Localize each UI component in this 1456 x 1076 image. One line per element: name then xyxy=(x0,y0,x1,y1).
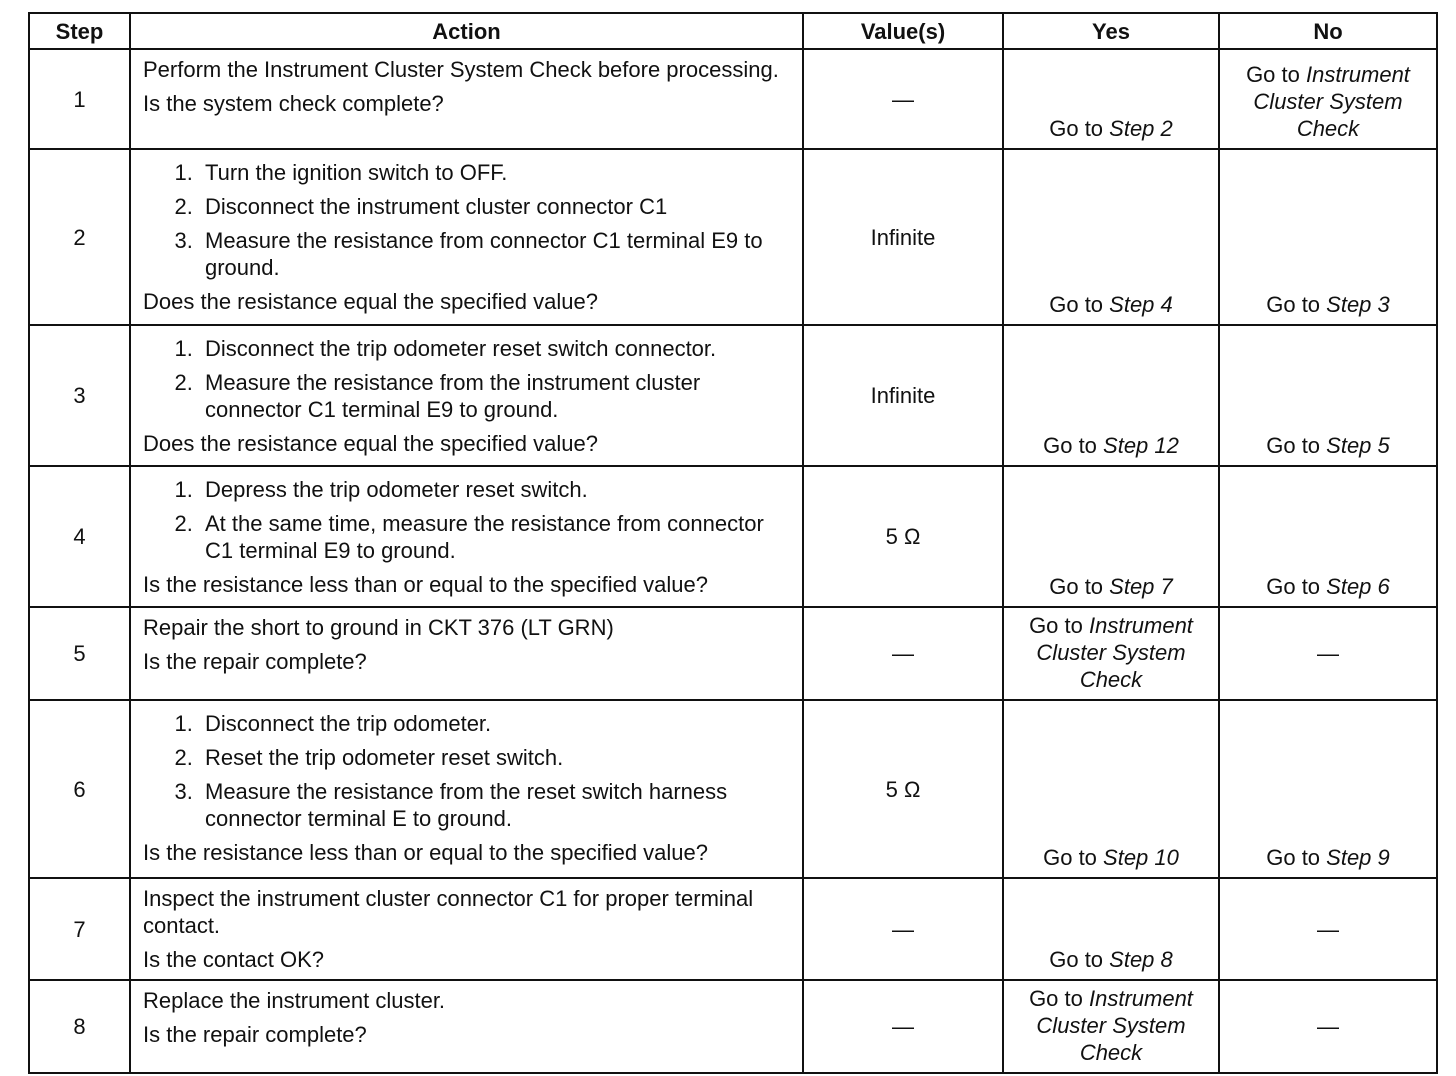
no-cell-target: Step 3 xyxy=(1326,292,1390,317)
no-cell xyxy=(1219,325,1437,466)
action-question: Is the system check complete? xyxy=(143,91,444,116)
action-steps xyxy=(143,476,792,564)
value-cell: Infinite xyxy=(803,149,1003,325)
action-step: 2. At the same time, measure the resistance from connector C1 terminal E9 to ground. xyxy=(199,510,792,564)
action-step: 1. Disconnect the trip odometer. xyxy=(199,710,792,737)
action-steps xyxy=(143,335,792,423)
yes-cell-prefix: Go to xyxy=(1049,574,1110,599)
yes-cell xyxy=(1003,149,1219,325)
action-step: 2. Measure the resistance from the instrument cluster connector C1 terminal E9 to ground. xyxy=(199,369,792,423)
action-question: Is the resistance less than or equal to the specified value? xyxy=(143,840,709,865)
action-cell xyxy=(130,878,803,980)
step-number: 1 xyxy=(29,49,130,149)
step-number: 6 xyxy=(29,700,130,878)
table-row xyxy=(29,325,1437,466)
no-cell-dash: — xyxy=(1317,916,1339,942)
action-text: Inspect the instrument cluster connector C1 for proper terminal contact. xyxy=(143,886,754,938)
no-cell xyxy=(1219,878,1437,980)
no-cell-target: Instrument Cluster System Check xyxy=(1253,62,1410,141)
action-cell xyxy=(130,700,803,878)
no-cell-prefix: Go to xyxy=(1246,62,1306,87)
yes-cell-prefix: Go to xyxy=(1049,292,1110,317)
no-cell-target: Step 6 xyxy=(1326,574,1390,599)
header-no: No xyxy=(1219,13,1437,49)
no-cell-dash: — xyxy=(1317,641,1339,666)
diagnostic-table xyxy=(28,12,1438,1074)
action-cell xyxy=(130,149,803,325)
yes-cell xyxy=(1003,980,1219,1073)
no-cell-prefix: Go to xyxy=(1266,845,1327,870)
yes-cell-target: Step 4 xyxy=(1109,292,1173,317)
yes-cell-prefix: Go to xyxy=(1029,986,1089,1011)
no-cell-prefix: Go to xyxy=(1266,433,1327,458)
yes-cell-target: Instrument Cluster System Check xyxy=(1036,986,1193,1065)
yes-cell-target: Step 12 xyxy=(1103,433,1179,458)
step-number: 3 xyxy=(29,325,130,466)
yes-cell xyxy=(1003,878,1219,980)
no-cell-prefix: Go to xyxy=(1266,574,1327,599)
value-cell: 5 Ω xyxy=(803,466,1003,607)
action-cell xyxy=(130,980,803,1073)
action-question: Is the repair complete? xyxy=(143,649,367,674)
table-row xyxy=(29,466,1437,607)
table-row xyxy=(29,149,1437,325)
action-cell xyxy=(130,49,803,149)
table-row xyxy=(29,700,1437,878)
action-text: Perform the Instrument Cluster System Check before processing. xyxy=(143,57,779,82)
yes-cell-prefix: Go to xyxy=(1043,433,1104,458)
no-cell xyxy=(1219,466,1437,607)
action-text: Repair the short to ground in CKT 376 (LT GRN) xyxy=(143,615,614,640)
yes-cell xyxy=(1003,700,1219,878)
action-step: 1. Turn the ignition switch to OFF. xyxy=(199,159,792,186)
no-cell xyxy=(1219,700,1437,878)
no-cell xyxy=(1219,980,1437,1073)
action-step: 2. Disconnect the instrument cluster connector C1 xyxy=(199,193,792,220)
header-step: Step xyxy=(29,13,130,49)
action-steps xyxy=(143,159,792,281)
action-question: Is the contact OK? xyxy=(143,947,324,972)
action-question: Does the resistance equal the specified value? xyxy=(143,431,598,456)
yes-cell-target: Step 8 xyxy=(1109,947,1173,972)
action-cell xyxy=(130,466,803,607)
action-step: 3. Measure the resistance from the reset switch harness connector terminal E to ground. xyxy=(199,778,792,832)
value-cell: Infinite xyxy=(803,325,1003,466)
no-cell-dash: — xyxy=(1317,1014,1339,1039)
yes-cell xyxy=(1003,607,1219,700)
yes-cell-prefix: Go to xyxy=(1029,613,1089,638)
no-cell xyxy=(1219,149,1437,325)
action-cell xyxy=(130,607,803,700)
table-row xyxy=(29,878,1437,980)
value-cell: — xyxy=(803,980,1003,1073)
action-step: 3. Measure the resistance from connector C1 terminal E9 to ground. xyxy=(199,227,792,281)
step-number: 5 xyxy=(29,607,130,700)
action-question: Is the repair complete? xyxy=(143,1022,367,1047)
value-cell: — xyxy=(803,607,1003,700)
action-text: Replace the instrument cluster. xyxy=(143,988,446,1013)
yes-cell-target: Step 10 xyxy=(1103,845,1179,870)
action-cell xyxy=(130,325,803,466)
header-values: Value(s) xyxy=(803,13,1003,49)
table-row xyxy=(29,607,1437,700)
no-cell-target: Step 5 xyxy=(1326,433,1390,458)
action-question: Does the resistance equal the specified value? xyxy=(143,289,598,314)
step-number: 2 xyxy=(29,149,130,325)
no-cell-target: Step 9 xyxy=(1326,845,1390,870)
step-number: 7 xyxy=(29,878,130,980)
action-step: 1. Disconnect the trip odometer reset switch connector. xyxy=(199,335,792,362)
yes-cell-target: Step 7 xyxy=(1109,574,1173,599)
yes-cell-prefix: Go to xyxy=(1049,116,1110,141)
no-cell xyxy=(1219,607,1437,700)
yes-cell-prefix: Go to xyxy=(1049,947,1110,972)
action-steps xyxy=(143,710,792,832)
table-row xyxy=(29,49,1437,149)
yes-cell-prefix: Go to xyxy=(1043,845,1104,870)
step-number: 4 xyxy=(29,466,130,607)
yes-cell-target: Step 2 xyxy=(1109,116,1173,141)
header-yes: Yes xyxy=(1003,13,1219,49)
value-cell: 5 Ω xyxy=(803,700,1003,878)
action-question: Is the resistance less than or equal to the specified value? xyxy=(143,572,709,597)
value-cell: — xyxy=(803,878,1003,980)
yes-cell xyxy=(1003,49,1219,149)
no-cell xyxy=(1219,49,1437,149)
no-cell-prefix: Go to xyxy=(1266,292,1327,317)
header-action: Action xyxy=(130,13,803,49)
action-step: 1. Depress the trip odometer reset switch. xyxy=(199,476,792,503)
step-number: 8 xyxy=(29,980,130,1073)
table-row xyxy=(29,980,1437,1073)
yes-cell xyxy=(1003,325,1219,466)
action-step: 2. Reset the trip odometer reset switch. xyxy=(199,744,792,771)
yes-cell xyxy=(1003,466,1219,607)
header-row xyxy=(29,13,1437,49)
yes-cell-target: Instrument Cluster System Check xyxy=(1036,613,1193,692)
value-cell: — xyxy=(803,49,1003,149)
